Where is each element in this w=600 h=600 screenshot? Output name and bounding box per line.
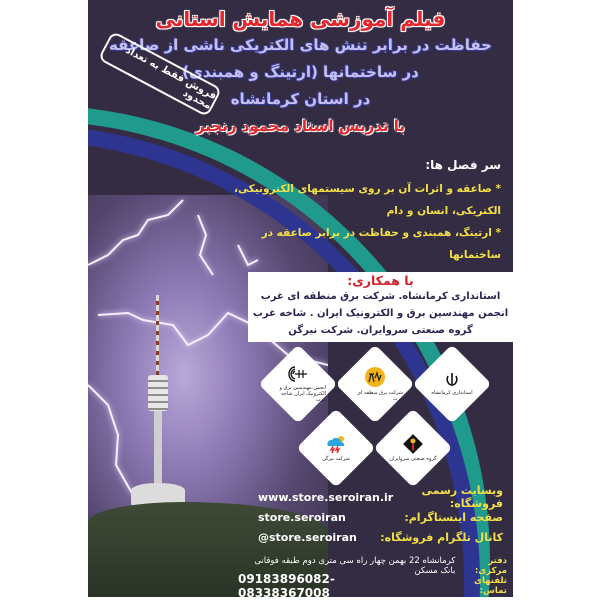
iran-emblem-icon (444, 372, 460, 388)
limited-sale-stamp: فروش فقط به تعداد محدود (98, 31, 223, 117)
contacts (258, 484, 503, 547)
cooperation-line: استانداری کرمانشاه. شرکت برق منطقه ای غرب (260, 291, 501, 302)
instructor-line: با تدریس استاد محمود رنجبر (195, 117, 406, 135)
cooperation-line: گروه صنعتی سروایران. شرکت نیرگن (288, 325, 473, 336)
logo-engineers-association: انجمن مهندسین برق و الکترونیک ایران شاخه غرب (258, 344, 337, 423)
poster-subtitle-2: در ساختمانها (ارتینگ و همبندی) (182, 63, 419, 81)
syllabus-item: * صاعقه و اثرات آن بر روی سیستمهای الکترونیکی، (234, 183, 501, 195)
syllabus (211, 158, 501, 266)
syllabus-item: * ارتینگ، همبندی و حفاظت در برابر صاعقه در ساختمانها (261, 227, 501, 261)
contact-row-telegram (258, 527, 503, 547)
poster (88, 0, 513, 597)
contact-row-instagram (258, 507, 503, 527)
cooperation-line: انجمن مهندسین برق و الکترونیک ایران . شاخه غرب (252, 308, 509, 319)
website-link[interactable]: www.store.seroiran.ir (258, 490, 394, 504)
power-company-icon (364, 366, 386, 388)
poster-subtitle-3: در استان کرمانشاه (230, 90, 371, 108)
office-address: کرمانشاه 22 بهمن چهار راه سی متری دوم طبقه فوقانی بانک مسکن (254, 556, 456, 576)
logo-west-power-company: شرکت برق منطقه ای غرب (335, 344, 414, 423)
telegram-label: کانال تلگرام فروشگاه: (380, 530, 503, 544)
phones-row (238, 572, 507, 597)
website-label: وبسایت رسمی فروشگاه: (421, 484, 503, 510)
poster-title: فیلم آموزشی همایش استانی (155, 7, 446, 31)
instagram-handle[interactable]: store.seroiran (258, 510, 346, 524)
nirgan-cloud-icon (324, 434, 348, 454)
logo-kermanshah-governorate: استانداری کرمانشاه (412, 344, 491, 423)
contact-row-website (258, 484, 503, 510)
telegram-handle[interactable]: @store.seroiran (258, 530, 357, 544)
syllabus-item: الکتریکی، انسان و دام (386, 205, 501, 217)
logo-nirgan: شرکت نیرگن (296, 408, 375, 487)
engineers-association-icon (285, 365, 311, 383)
phone-numbers: 09183896082- 08338367008 (238, 572, 335, 597)
office-label: دفتر مرکزی: (475, 556, 507, 576)
office-info (238, 556, 507, 596)
logo-seroiran: گروه صنعتی سروایران (373, 408, 452, 487)
poster-subtitle-1: حفاظت در برابر تنش های الکتریکی ناشی از صاعقه (109, 36, 492, 54)
cooperation-heading: با همکاری: (347, 273, 414, 288)
phones-label: تلفنهای تماس: (474, 576, 507, 596)
seroiran-icon (403, 434, 423, 454)
instagram-label: صفحه اینستاگرام: (404, 510, 503, 524)
cooperation-band (248, 272, 513, 342)
syllabus-heading: سر فصل ها: (425, 158, 501, 172)
